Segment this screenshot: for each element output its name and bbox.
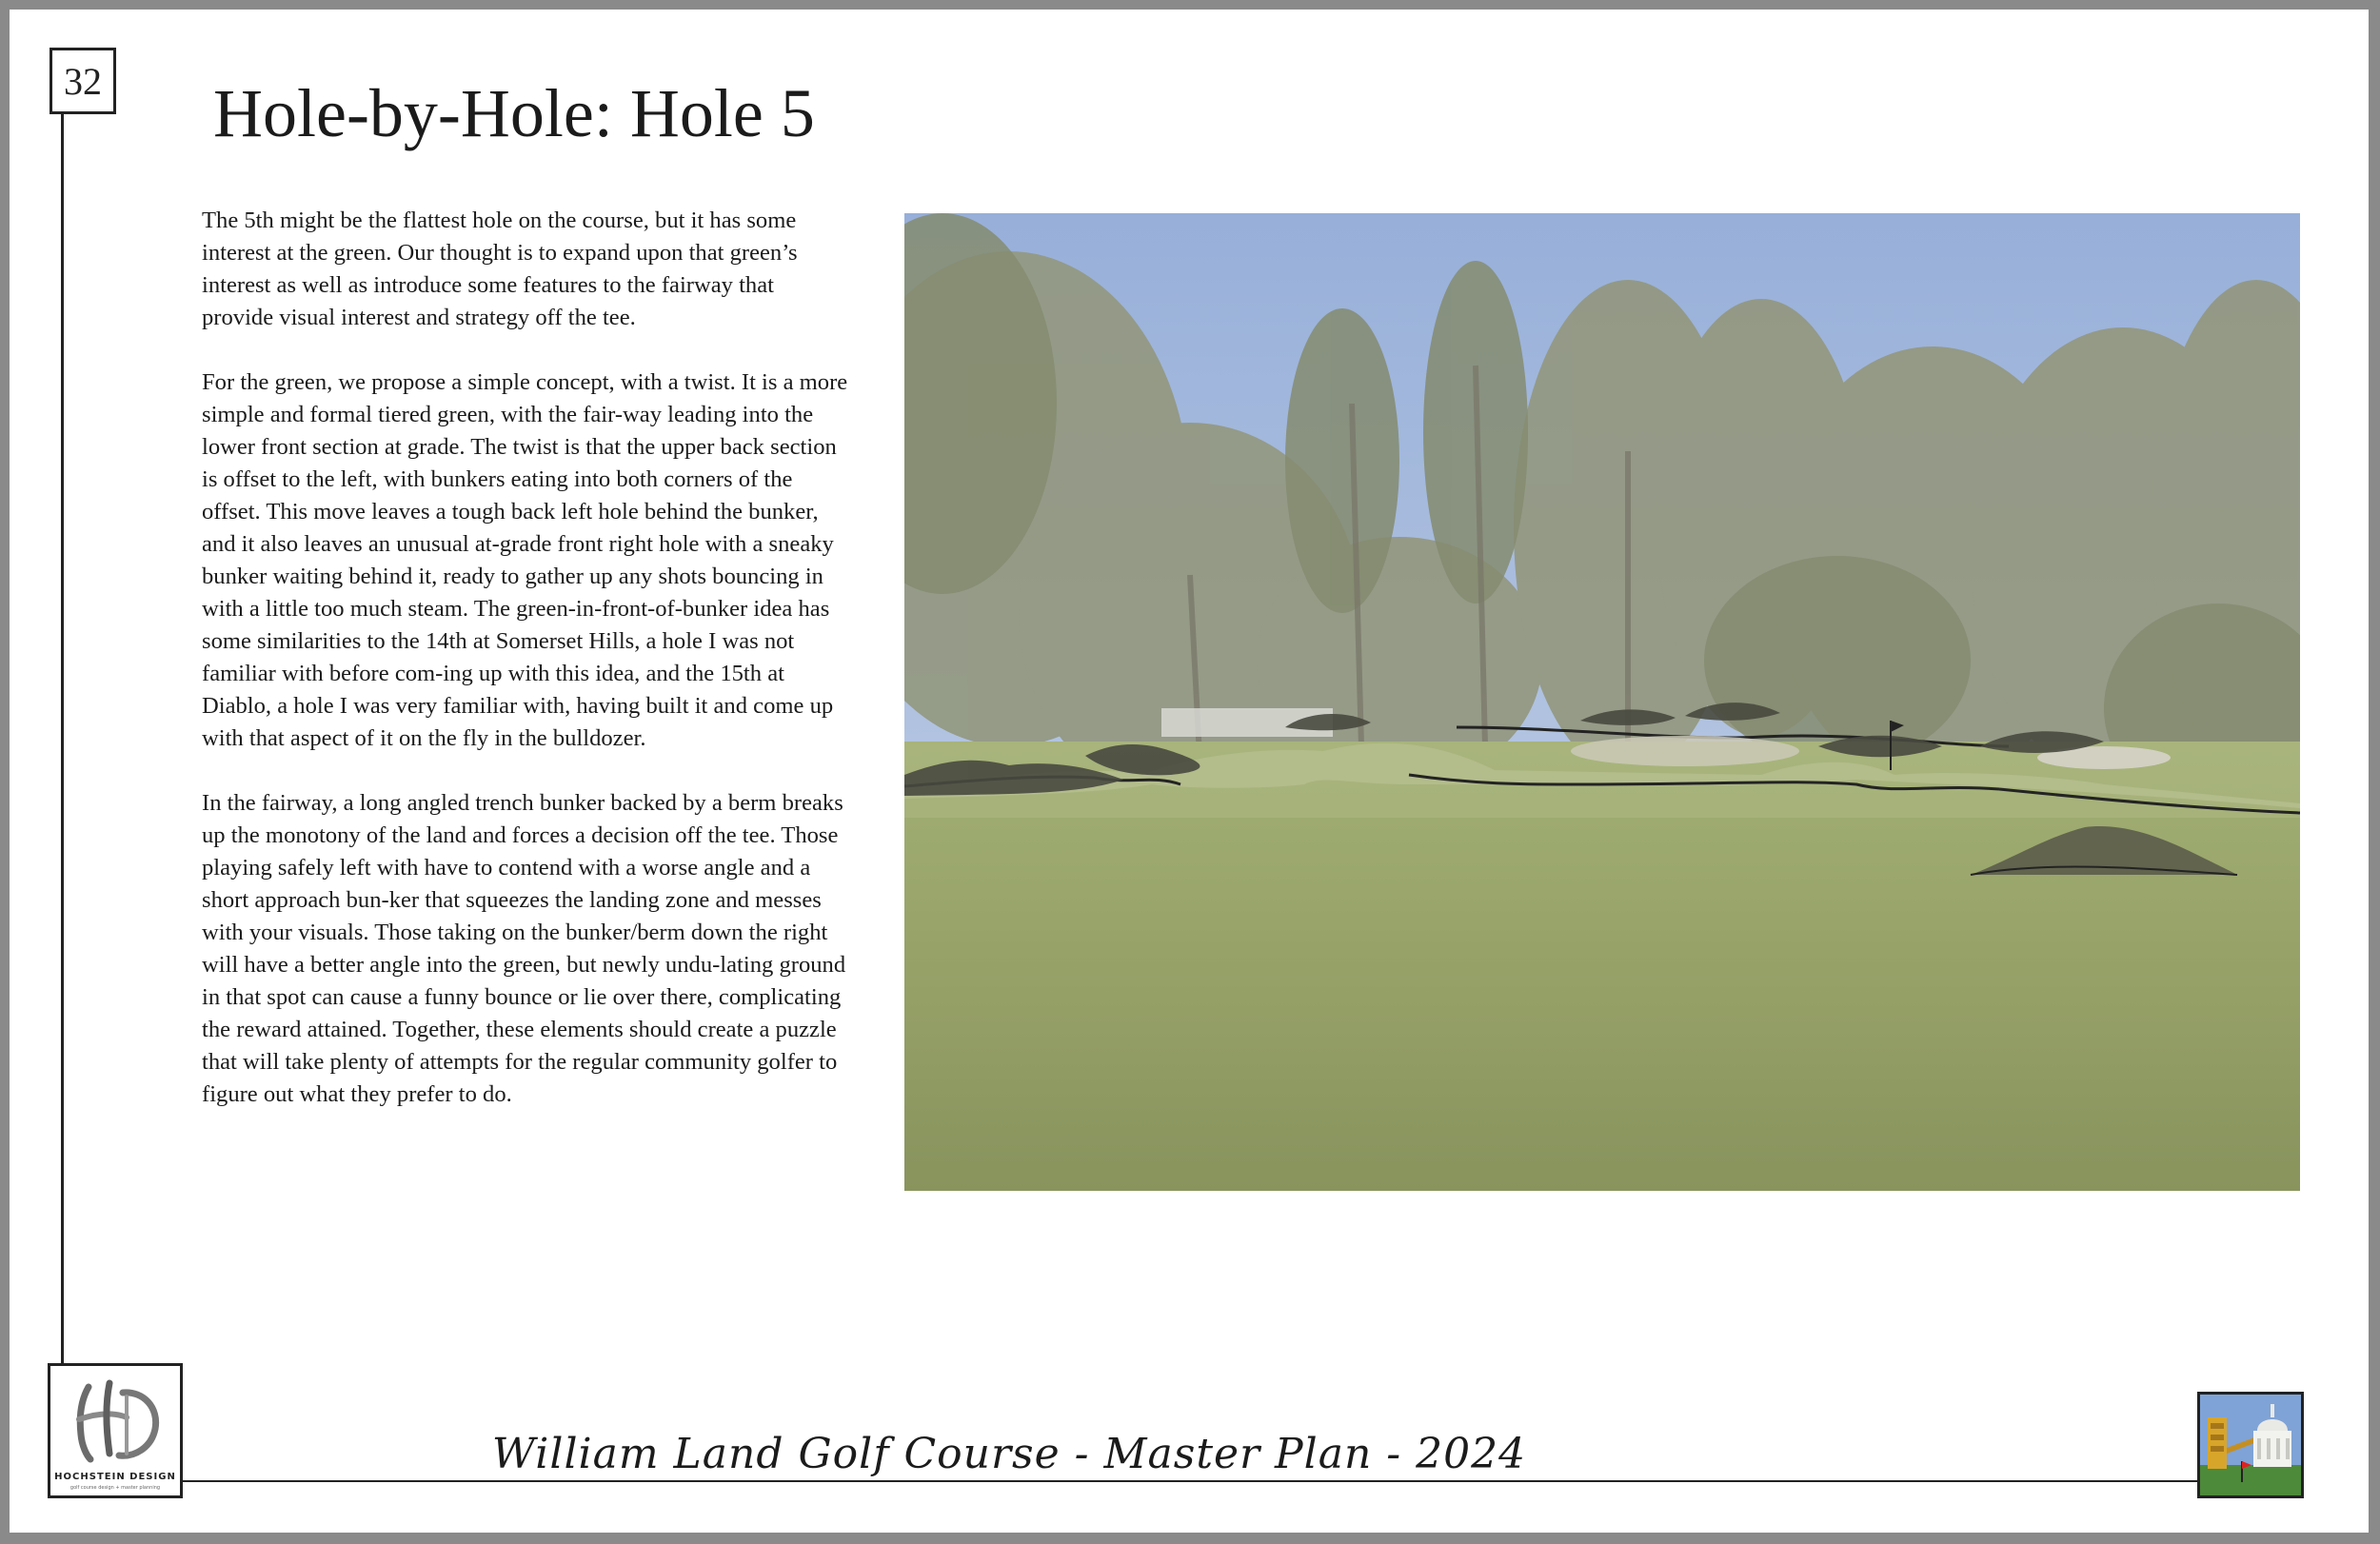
footer-title: William Land Golf Course - Master Plan - 2024 <box>491 1430 1527 1478</box>
paragraph-fairway: In the fairway, a long angled trench bunker backed by a berm breaks up the monotony of the land and forces a decision off the tee. Those playing safely left with have to contend with a worse angle and a short approach bun-ker that squeezes the landing zone and messes with your visuals. Those taking on the bunker/berm down the right will have a better angle into the green, but newly undu-lating ground in that spot can cause a funny bounce or lie over there, complicating the reward attained. Together, these elements should create a puzzle that will take plenty of attempts for the regular community golfer to figure out what they prefer to do. <box>202 790 846 1107</box>
logo-name: HOCHSTEIN DESIGN <box>54 1472 176 1482</box>
hd-monogram-icon <box>68 1374 165 1465</box>
body-text <box>202 205 849 1143</box>
paragraph-green: For the green, we propose a simple concept, with a twist. It is a more simple and formal tiered green, with the fair-way leading into the lower front section at grade. The twist is that the upper back section is offset to the left, with bunkers eating into both corners of the offset. This move leaves a tough back left hole behind the bunker, and it also leaves an unusual at-grade front right hole with a sneaky bunker waiting behind it, ready to gather up any shots bouncing in with a little too much steam. The green-in-front-of-bunker idea has some similarities to the 14th at Somerset Hills, a hole I was not familiar with before com-ing up with this idea, and the 15th at Diablo, a hole I was very familiar with, having built it and come up with that aspect of it on the fly in the bulldozer. <box>202 369 848 751</box>
margin-rule <box>61 114 64 1371</box>
footer-rule <box>181 1480 2199 1482</box>
logo-tagline: golf course design + master planning <box>69 1485 161 1491</box>
page <box>10 10 2369 1533</box>
page-title: Hole-by-Hole: Hole 5 <box>213 75 815 151</box>
page-number: 32 <box>50 48 116 114</box>
william-land-crest-icon <box>2197 1392 2304 1498</box>
hole-5-rendering-photo <box>904 213 2300 1191</box>
paragraph-intro: The 5th might be the flattest hole on the course, but it has some interest at the green. Our thought is to expand upon that green’s interest as well as introduce some features to the fairway that provide visual interest and strategy off the tee. <box>202 208 798 330</box>
hochstein-design-logo <box>48 1363 183 1498</box>
